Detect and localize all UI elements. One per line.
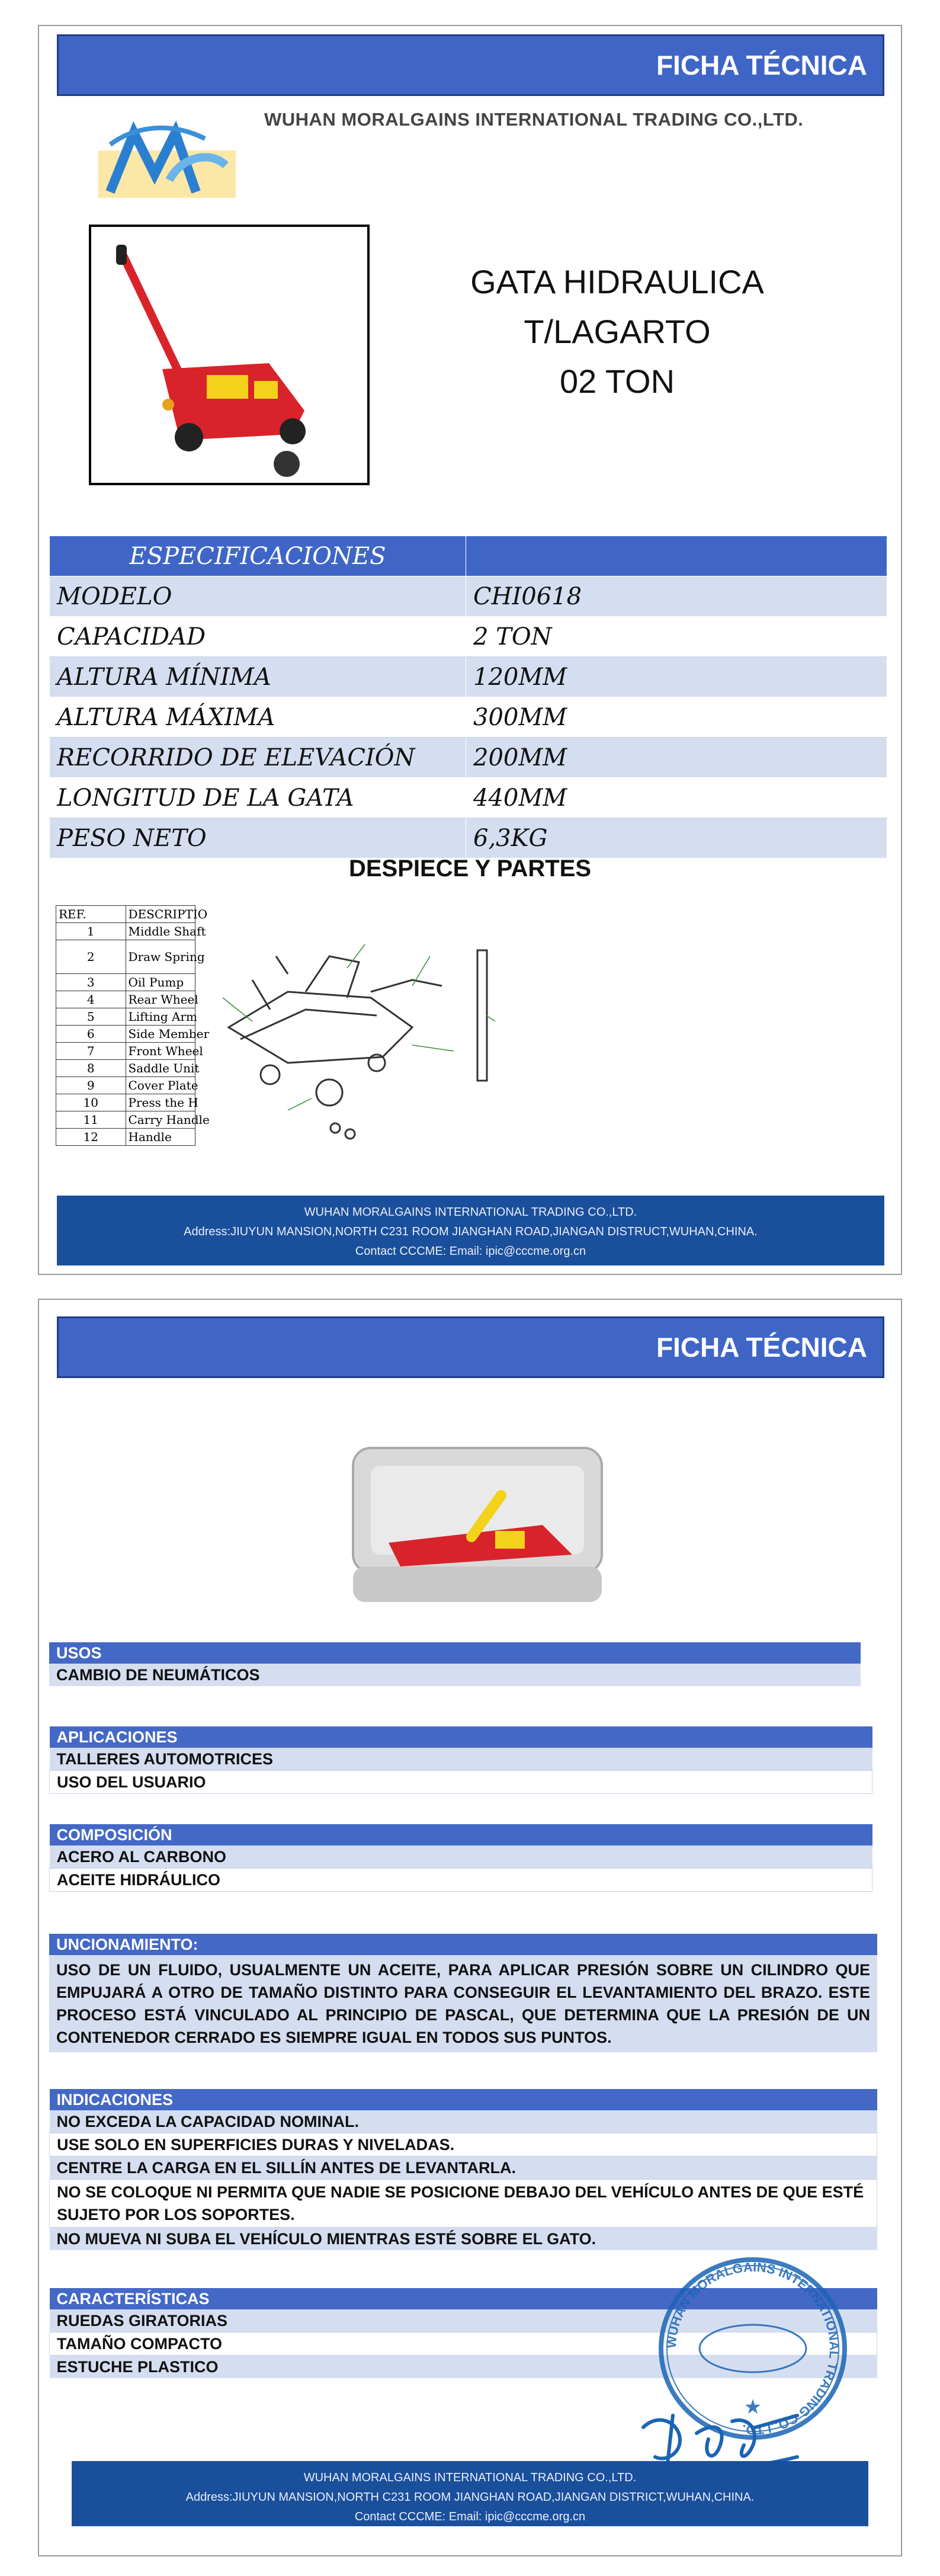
aplicaciones-item: USO DEL USUARIO bbox=[50, 1771, 872, 1794]
spec-row bbox=[50, 697, 887, 738]
spec-header-row bbox=[50, 536, 887, 576]
parts-row bbox=[56, 923, 195, 940]
footer-contact: Contact CCCME: Email: ipic@cccme.org.cn bbox=[355, 1245, 586, 1258]
specifications-table bbox=[49, 536, 887, 858]
page-2 bbox=[38, 1299, 902, 2556]
part-ref: 7 bbox=[56, 1043, 126, 1060]
caracteristicas-item: ESTUCHE PLASTICO bbox=[50, 2356, 877, 2379]
spec-key: LONGITUD DE LA GATA bbox=[50, 778, 466, 818]
parts-row bbox=[56, 1094, 195, 1111]
spec-key: MODELO bbox=[50, 576, 466, 617]
indicaciones-item: CENTRE LA CARGA EN EL SILLÍN ANTES DE LEVANTARLA. bbox=[50, 2157, 877, 2180]
spec-row bbox=[50, 738, 887, 778]
parts-row bbox=[56, 1043, 195, 1060]
part-ref: 10 bbox=[56, 1094, 126, 1111]
part-ref: 8 bbox=[56, 1060, 126, 1077]
part-ref: 4 bbox=[56, 991, 126, 1008]
spec-key: RECORRIDO DE ELEVACIÓN bbox=[50, 738, 466, 778]
spec-header-label: ESPECIFICACIONES bbox=[50, 536, 466, 576]
parts-row bbox=[56, 991, 195, 1008]
usos-section bbox=[49, 1642, 861, 1686]
spec-header-empty bbox=[466, 536, 887, 576]
parts-row bbox=[56, 1008, 195, 1026]
aplicaciones-item: TALLERES AUTOMOTRICES bbox=[50, 1748, 872, 1771]
caracteristicas-title: CARACTERÍSTICAS bbox=[50, 2288, 877, 2309]
company-logo-icon bbox=[98, 109, 236, 198]
aplicaciones-title: APLICACIONES bbox=[50, 1726, 872, 1748]
parts-title: DESPIECE Y PARTES bbox=[348, 856, 592, 882]
indicaciones-section bbox=[49, 2089, 877, 2250]
caracteristicas-item: RUEDAS GIRATORIAS bbox=[50, 2309, 877, 2333]
part-desc: Middle Shaft bbox=[126, 923, 195, 940]
composicion-item: ACERO AL CARBONO bbox=[50, 1846, 872, 1869]
spec-row bbox=[50, 657, 887, 697]
spec-value: 200MM bbox=[466, 738, 887, 778]
composicion-title: COMPOSICIÓN bbox=[50, 1824, 872, 1846]
indicaciones-item: NO SE COLOQUE NI PERMITA QUE NADIE SE POSICIONE DEBAJO DEL VEHÍCULO ANTES DE QUE ESTÉ SUJETO POR LOS SOPORTES. bbox=[50, 2180, 877, 2228]
parts-row bbox=[56, 1077, 195, 1094]
part-ref: 2 bbox=[56, 940, 126, 974]
parts-row bbox=[56, 974, 195, 991]
part-desc: Lifting Arm bbox=[126, 1008, 195, 1026]
aplicaciones-section bbox=[49, 1726, 872, 1794]
spec-value: 6,3KG bbox=[466, 818, 887, 858]
part-desc: Oil Pump bbox=[126, 974, 195, 991]
indicaciones-title: INDICACIONES bbox=[50, 2089, 877, 2110]
part-ref: 3 bbox=[56, 974, 126, 991]
parts-header-row bbox=[56, 906, 195, 923]
spec-value: 2 TON bbox=[466, 617, 887, 657]
parts-table bbox=[56, 905, 210, 1146]
footer-contact: Contact CCCME: Email: ipic@cccme.org.cn bbox=[354, 2510, 586, 2523]
parts-row bbox=[56, 1111, 195, 1129]
footer-address: Address:JIUYUN MANSION,NORTH C231 ROOM JIANGHAN ROAD,JIANGAN DISTRUCT,WUHAN,CHINA. bbox=[184, 1225, 758, 1238]
part-ref: 11 bbox=[56, 1111, 126, 1129]
part-desc: Front Wheel bbox=[126, 1043, 195, 1060]
svg-text:WUHAN MORALGAINS INTERNATIONAL: WUHAN MORALGAINS INTERNATIONAL TRADING CO.,LTD. bbox=[663, 2259, 842, 2438]
spec-value: CHI0618 bbox=[466, 576, 887, 617]
parts-row bbox=[56, 940, 195, 974]
part-desc: Cover Plate bbox=[126, 1077, 195, 1094]
indicaciones-item: NO MUEVA NI SUBA EL VEHÍCULO MIENTRAS ESTÉ SOBRE EL GATO. bbox=[50, 2228, 877, 2251]
caracteristicas-item: TAMAÑO COMPACTO bbox=[50, 2333, 877, 2356]
spec-value: 120MM bbox=[466, 657, 887, 697]
ficha-tecnica-header: FICHA TÉCNICA bbox=[57, 1316, 884, 1378]
funcionamiento-section bbox=[49, 1934, 877, 2052]
part-ref: 12 bbox=[56, 1129, 126, 1146]
indicaciones-item: NO EXCEDA LA CAPACIDAD NOMINAL. bbox=[50, 2110, 877, 2133]
part-desc: Press the H bbox=[126, 1094, 195, 1111]
footer-company: WUHAN MORALGAINS INTERNATIONAL TRADING CO.,LTD. bbox=[303, 2471, 637, 2484]
spec-key: ALTURA MÍNIMA bbox=[50, 657, 466, 697]
funcionamiento-text: USO DE UN FLUIDO, USUALMENTE UN ACEITE, PARA APLICAR PRESIÓN SOBRE UN CILINDRO QUE EMPUJARÁ A OTRO DE TAMAÑO DISTINTO PARA CONSEGUIR EL LEVANTAMIENTO DEL BRAZO. ESTE PROCESO ESTÁ VINCULADO AL PRINCIPIO DE PASCAL, QUE DETERMINA QUE LA PRESIÓN DE UN CONTENEDOR CERRADO ES SIEMPRE IGUAL EN TODOS SUS PUNTOS. bbox=[49, 1955, 877, 2052]
spec-row bbox=[50, 818, 887, 858]
part-desc: Side Member bbox=[126, 1026, 195, 1043]
usos-item: CAMBIO DE NEUMÁTICOS bbox=[49, 1664, 861, 1686]
carry-case-jack-icon bbox=[347, 1436, 608, 1614]
parts-row bbox=[56, 1060, 195, 1077]
indicaciones-item: USE SOLO EN SUPERFICIES DURAS Y NIVELADAS. bbox=[50, 2133, 877, 2157]
footer-address: Address:JIUYUN MANSION,NORTH C231 ROOM JIANGHAN ROAD,JIANGAN DISTRICT,WUHAN,CHINA. bbox=[185, 2491, 755, 2504]
part-desc: Rear Wheel bbox=[126, 991, 195, 1008]
part-ref: 9 bbox=[56, 1077, 126, 1094]
parts-row bbox=[56, 1129, 195, 1146]
spec-key: PESO NETO bbox=[50, 818, 466, 858]
product-photo bbox=[89, 225, 370, 485]
spec-key: CAPACIDAD bbox=[50, 617, 466, 657]
spec-row bbox=[50, 778, 887, 818]
product-title bbox=[374, 257, 860, 406]
ficha-tecnica-header: FICHA TÉCNICA bbox=[57, 34, 884, 96]
page-1-footer bbox=[57, 1196, 884, 1265]
composicion-item: ACEITE HIDRÁULICO bbox=[50, 1869, 872, 1892]
spec-value: 300MM bbox=[466, 697, 887, 738]
product-title-line2: 02 TON bbox=[559, 363, 675, 400]
parts-header-desc: DESCRIPTIO bbox=[126, 906, 195, 923]
part-ref: 5 bbox=[56, 1008, 126, 1026]
funcionamiento-title: UNCIONAMIENTO: bbox=[49, 1934, 877, 1955]
spec-value: 440MM bbox=[466, 778, 887, 818]
part-desc: Draw Spring bbox=[126, 940, 195, 974]
exploded-parts-diagram-icon bbox=[217, 921, 548, 1152]
usos-title: USOS bbox=[49, 1642, 861, 1664]
part-ref: 1 bbox=[56, 923, 126, 940]
part-desc: Handle bbox=[126, 1129, 195, 1146]
spec-row bbox=[50, 617, 887, 657]
parts-row bbox=[56, 1026, 195, 1043]
part-desc: Carry Handle bbox=[126, 1111, 195, 1129]
page-2-footer bbox=[72, 2461, 868, 2526]
composicion-section bbox=[49, 1824, 872, 1892]
hydraulic-jack-icon bbox=[91, 227, 367, 483]
page-1 bbox=[38, 25, 902, 1275]
svg-text:★: ★ bbox=[743, 2395, 762, 2419]
parts-header-ref: REF. bbox=[56, 906, 126, 923]
product-title-line1: GATA HIDRAULICA T/LAGARTO bbox=[470, 263, 764, 350]
footer-company: WUHAN MORALGAINS INTERNATIONAL TRADING CO.,LTD. bbox=[304, 1206, 637, 1219]
spec-key: ALTURA MÁXIMA bbox=[50, 697, 466, 738]
part-desc: Saddle Unit bbox=[126, 1060, 195, 1077]
company-name: WUHAN MORALGAINS INTERNATIONAL TRADING CO.,LTD. bbox=[264, 109, 804, 130]
part-ref: 6 bbox=[56, 1026, 126, 1043]
spec-row bbox=[50, 576, 887, 617]
